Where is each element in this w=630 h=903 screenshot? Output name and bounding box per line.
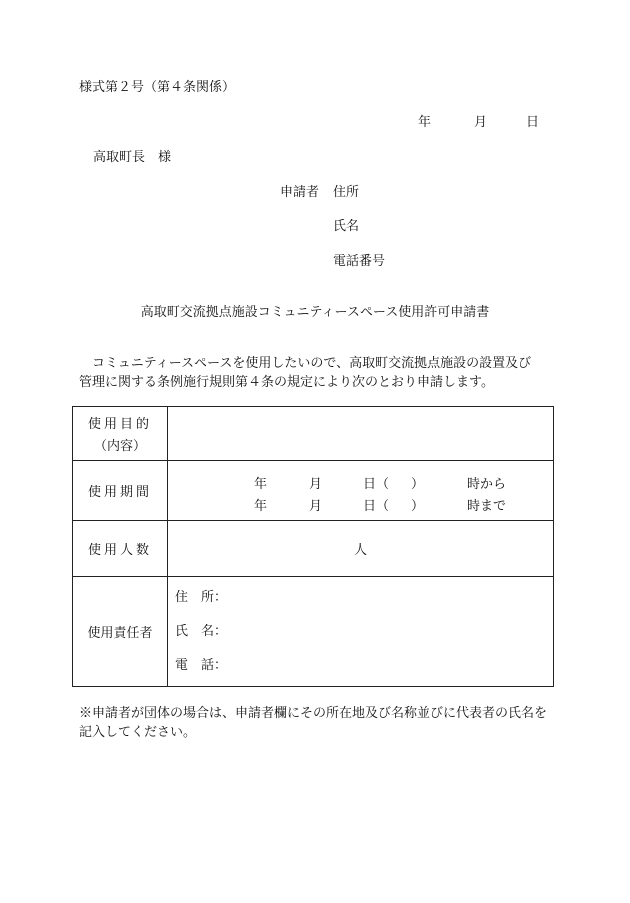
form-number: 様式第２号（第４条関係） bbox=[79, 80, 236, 95]
responsible-name-label: 氏 名： bbox=[175, 623, 228, 639]
body-line-1: コミュニティースペースを使用したいので、高取町交流拠点施設の設置及び bbox=[92, 356, 532, 371]
applicant-label: 申請者 bbox=[280, 185, 320, 200]
end-month: 月 bbox=[309, 498, 323, 514]
start-time: 時から bbox=[467, 476, 507, 492]
application-table bbox=[72, 406, 554, 687]
end-year: 年 bbox=[254, 498, 268, 514]
people-value-cell[interactable] bbox=[168, 521, 554, 577]
period-value-cell[interactable] bbox=[168, 461, 554, 521]
responsible-address-label: 住 所： bbox=[175, 589, 228, 605]
footnote: ※申請者が団体の場合は、申請者欄にその所在地及び名称並びに代表者の氏名を記入してください。 bbox=[79, 706, 548, 740]
date-month-label: 月 bbox=[474, 115, 488, 130]
start-year: 年 bbox=[254, 476, 268, 492]
period-end-line bbox=[168, 491, 553, 513]
body-text bbox=[79, 354, 555, 392]
end-day: 日（ bbox=[363, 498, 390, 514]
applicant-address-label: 住所 bbox=[333, 185, 360, 200]
applicant-phone-label: 電話番号 bbox=[333, 254, 386, 269]
row-people bbox=[73, 521, 554, 577]
addressee: 高取町長 様 bbox=[93, 150, 172, 165]
purpose-label: 使用目的 bbox=[87, 417, 152, 432]
purpose-sublabel: （内容） bbox=[93, 439, 146, 454]
people-unit: 人 bbox=[353, 543, 367, 558]
row-responsible bbox=[73, 577, 554, 687]
purpose-label-cell bbox=[73, 407, 168, 461]
start-close: ） bbox=[411, 476, 425, 492]
period-label: 使用期間 bbox=[73, 461, 168, 521]
responsible-phone-label: 電 話： bbox=[175, 657, 228, 673]
date-year-label: 年 bbox=[418, 115, 432, 130]
applicant-name-label: 氏名 bbox=[333, 219, 360, 234]
people-label: 使用人数 bbox=[73, 521, 168, 577]
start-month: 月 bbox=[309, 476, 323, 492]
start-day: 日（ bbox=[363, 476, 390, 492]
responsible-label: 使用責任者 bbox=[73, 577, 168, 687]
end-time: 時まで bbox=[467, 498, 507, 514]
end-close: ） bbox=[411, 498, 425, 514]
row-purpose bbox=[73, 407, 554, 461]
document-title: 高取町交流拠点施設コミュニティースペース使用許可申請書 bbox=[140, 305, 490, 320]
responsible-value-cell[interactable] bbox=[168, 577, 554, 687]
row-period bbox=[73, 461, 554, 521]
body-line-2: 管理に関する条例施行規則第４条の規定により次のとおり申請します。 bbox=[79, 375, 494, 390]
date-day-label: 日 bbox=[526, 115, 540, 130]
purpose-value-cell[interactable] bbox=[168, 407, 554, 461]
period-start-line bbox=[168, 469, 553, 491]
